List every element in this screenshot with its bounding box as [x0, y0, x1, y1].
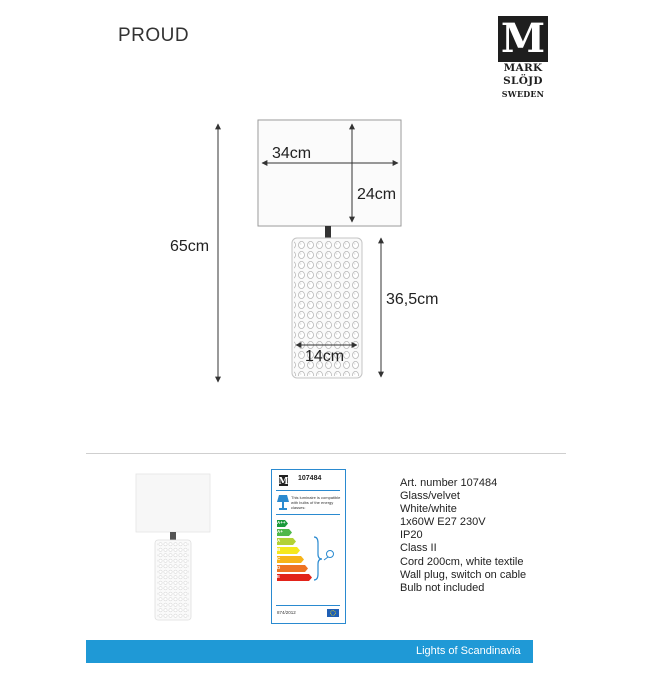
spec-class: Class II — [400, 542, 437, 555]
base-height-label: 36,5cm — [386, 291, 439, 308]
base-width-label: 14cm — [305, 348, 345, 365]
lamp-thumbnail — [128, 470, 218, 630]
energy-class-e: E — [277, 574, 281, 579]
energy-class-d: D — [277, 565, 281, 570]
spec-bulb-note: Bulb not included — [400, 581, 485, 594]
energy-class-c: C — [277, 556, 281, 561]
energy-label-text: This luminaire is compatible with bulbs of the energy classes: — [291, 495, 341, 510]
energy-label — [271, 469, 346, 624]
energy-class-a: A — [277, 538, 281, 543]
energy-class-a-plus-plus: A++ — [277, 520, 286, 525]
brand-monogram: M — [498, 16, 548, 62]
svg-text:M: M — [278, 477, 289, 487]
section-divider — [86, 453, 566, 454]
spec-material: Glass/velvet — [400, 490, 460, 503]
spec-bulb: 1x60W E27 230V — [400, 516, 486, 529]
energy-label-number: 107484 — [298, 475, 322, 482]
brand-line-3: SWEDEN — [501, 89, 545, 99]
footer-text: Lights of Scandinavia — [416, 645, 521, 657]
spec-art-number: Art. number 107484 — [400, 477, 498, 489]
spec-ip-rating: IP20 — [400, 529, 423, 542]
spec-color: White/white — [400, 503, 457, 516]
brand-line-1: MARK — [503, 62, 543, 74]
energy-class-b: B — [277, 547, 281, 552]
spec-plug: Wall plug, switch on cable — [400, 568, 527, 581]
shade-height-label: 24cm — [357, 186, 397, 203]
total-height-label: 65cm — [170, 238, 210, 255]
shade-width-label: 34cm — [272, 145, 312, 162]
footer-bar — [86, 640, 533, 663]
energy-class-a-plus: A+ — [277, 529, 283, 534]
spec-cord: Cord 200cm, white textile — [400, 555, 524, 568]
energy-classes — [277, 518, 297, 581]
spec-list — [400, 477, 526, 595]
energy-label-regulation: 874/2012 — [277, 610, 296, 615]
brand-line-2: SLÖJD — [503, 75, 543, 87]
product-title: PROUD — [118, 25, 190, 46]
